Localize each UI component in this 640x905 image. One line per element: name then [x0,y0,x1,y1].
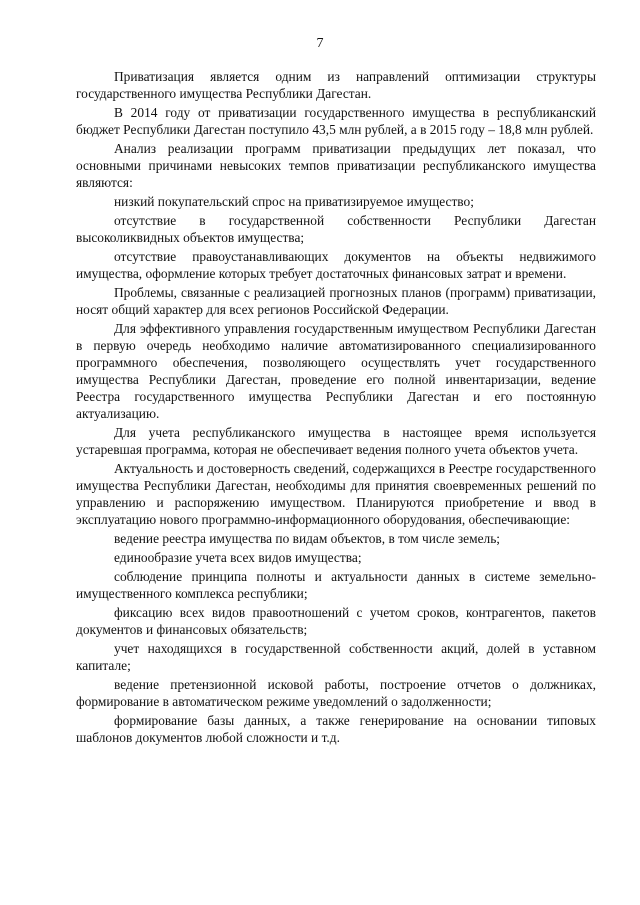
paragraph-3: Анализ реализации программ приватизации предыдущих лет показал, что основными причинами невысоких темпов приватизации республиканского имущества являются: [76,141,596,190]
paragraph-5: отсутствие в государственной собственности Республики Дагестан высоколиквидных объектов имущества; [76,213,596,245]
paragraph-16: ведение претензионной исковой работы, построение отчетов о должниках, формирование в автоматическом режиме уведомлений о задолженности; [76,677,596,709]
paragraph-4: низкий покупательский спрос на приватизируемое имущество; [114,194,474,209]
paragraph-10: Актуальность и достоверность сведений, содержащихся в Реестре государственного имущества Республики Дагестан, необходимы для принятия своевременных решений по управлению и распоряжению имуществом. Планируются приобретение и ввод в эксплуатацию нового программно-информационного оборудования, обеспечивающие: [76,461,596,527]
paragraph-2: В 2014 году от приватизации государственного имущества в республиканский бюджет Республики Дагестан поступило 43,5 млн рублей, а в 2015 году – 18,8 млн рублей. [76,105,596,137]
paragraph-8: Для эффективного управления государственным имуществом Республики Дагестан в первую очередь необходимо наличие автоматизированного специализированного программного обеспечения, позволяющего осуществлять учет государственного имущества Республики Дагестан, проведение его полной инвентаризации, ведение Реестра государственного имущества Республики Дагестан и его постоянную актуализацию. [76,321,596,421]
paragraph-14: фиксацию всех видов правоотношений с учетом сроков, контрагентов, пакетов документов и финансовых обязательств; [76,605,596,637]
paragraph-13: соблюдение принципа полноты и актуальности данных в системе земельно-имущественного комплекса республики; [76,569,596,601]
paragraph-9: Для учета республиканского имущества в настоящее время используется устаревшая программа, которая не обеспечивает ведения полного учета объектов учета. [76,425,596,457]
paragraph-12: единообразие учета всех видов имущества; [114,550,362,565]
paragraph-11: ведение реестра имущества по видам объектов, в том числе земель; [114,531,501,546]
paragraph-1: Приватизация является одним из направлений оптимизации структуры государственного имущества Республики Дагестан. [76,69,596,101]
document-body [76,68,596,748]
page-number: 7 [316,36,324,51]
paragraph-6: отсутствие правоустанавливающих документов на объекты недвижимого имущества, оформление которых требует достаточных финансовых затрат и времени. [76,249,596,281]
paragraph-17: формирование базы данных, а также генерирование на основании типовых шаблонов документов любой сложности и т.д. [76,713,596,745]
paragraph-7: Проблемы, связанные с реализацией прогнозных планов (программ) приватизации, носят общий характер для всех регионов Российской Федерации. [76,285,596,317]
paragraph-15: учет находящихся в государственной собственности акций, долей в уставном капитале; [76,641,596,673]
